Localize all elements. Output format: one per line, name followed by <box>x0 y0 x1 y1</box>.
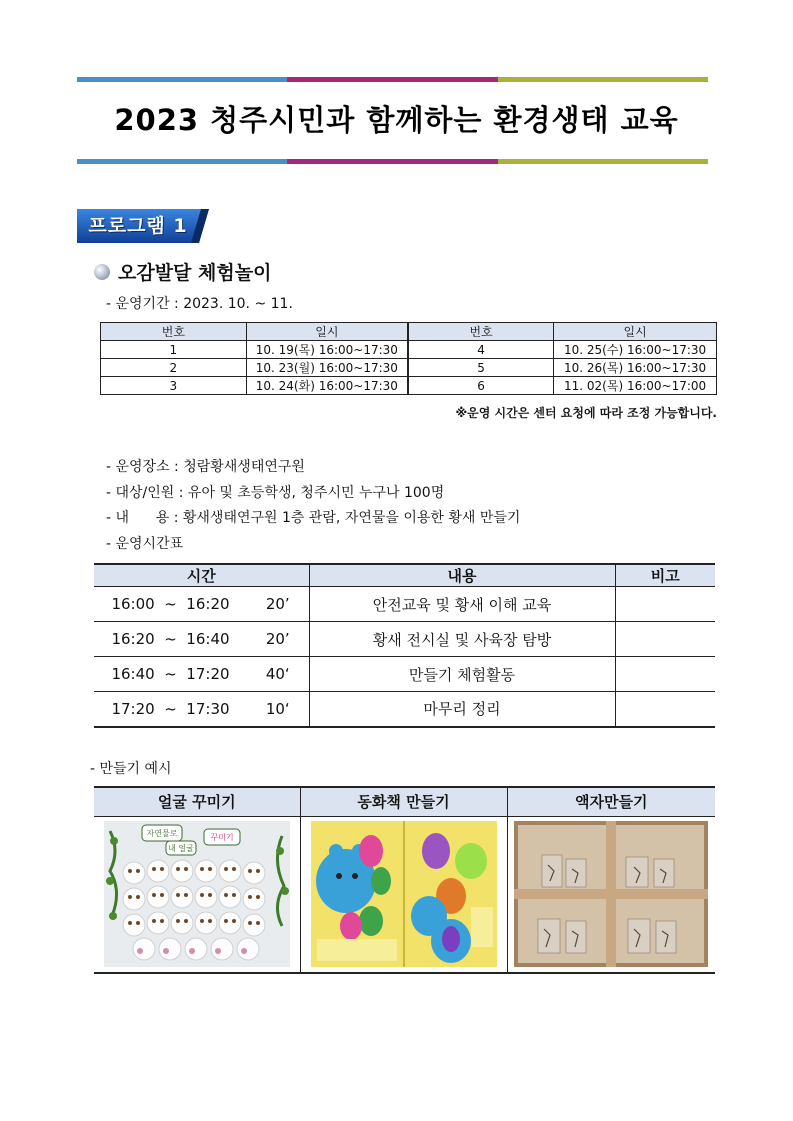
schedule-header-no: 번호 <box>408 323 554 341</box>
storybook-photo <box>311 821 497 967</box>
examples-table <box>94 786 715 974</box>
schedule-cell: 11. 02(목) 16:00~17:00 <box>554 377 717 395</box>
table-row <box>101 359 717 377</box>
activity-content: 마무리 정리 <box>309 692 615 727</box>
table-row <box>94 692 715 727</box>
page-title: 2023 청주시민과 함께하는 환경생태 교육 <box>114 103 679 137</box>
face-decoration-photo <box>104 821 290 967</box>
bottom-color-stripe <box>77 159 708 164</box>
time-range: 17:20 ~ 17:30 <box>94 692 247 727</box>
examples-label: - 만들기 예시 <box>90 761 172 777</box>
timetable-label: - 운영시간표 <box>106 536 184 552</box>
target-participants: - 대상/인원 : 유아 및 초등학생, 청주시민 누구나 100명 <box>106 485 445 501</box>
schedule-cell: 10. 19(목) 16:00~17:30 <box>246 341 408 359</box>
table-row <box>101 341 717 359</box>
schedule-note: ※운영 시간은 센터 요청에 따라 조정 가능합니다. <box>455 406 717 420</box>
banner-text: 꾸미기 <box>210 833 234 843</box>
timetable <box>94 563 715 728</box>
operating-place: - 운영장소 : 청람황새생태연구원 <box>106 459 305 475</box>
duration: 20’ <box>247 622 309 657</box>
section-heading <box>94 258 271 285</box>
operating-period: - 운영기간 : 2023. 10. ~ 11. <box>106 296 293 312</box>
time-range: 16:40 ~ 17:20 <box>94 657 247 692</box>
schedule-cell: 1 <box>101 341 247 359</box>
top-color-stripe <box>77 77 708 82</box>
table-row <box>94 587 715 622</box>
section-heading-text: 오감발달 체험놀이 <box>118 262 272 284</box>
schedule-cell: 3 <box>101 377 247 395</box>
schedule-cell: 5 <box>408 359 554 377</box>
examples-photo-row <box>94 816 715 973</box>
activity-content: 안전교육 및 황새 이해 교육 <box>309 587 615 622</box>
example-header-frame: 액자만들기 <box>507 787 715 816</box>
schedule-cell: 10. 23(월) 16:00~17:30 <box>246 359 408 377</box>
time-range: 16:20 ~ 16:40 <box>94 622 247 657</box>
timetable-header-row <box>94 564 715 587</box>
schedule-table <box>100 322 717 395</box>
schedule-cell: 6 <box>408 377 554 395</box>
schedule-header-date: 일시 <box>246 323 408 341</box>
activity-content: 만들기 체험활동 <box>309 657 615 692</box>
schedule-cell: 4 <box>408 341 554 359</box>
duration: 40‘ <box>247 657 309 692</box>
table-row <box>101 377 717 395</box>
time-range: 16:00 ~ 16:20 <box>94 587 247 622</box>
banner-text: 내 얼굴 <box>167 844 194 854</box>
timetable-header-remark: 비고 <box>615 564 715 587</box>
remark <box>615 587 715 622</box>
examples-header-row <box>94 787 715 816</box>
schedule-header-row <box>101 323 717 341</box>
program-badge <box>77 209 209 243</box>
table-row <box>94 622 715 657</box>
table-row <box>94 657 715 692</box>
duration: 10‘ <box>247 692 309 727</box>
program-badge-label: 프로그램 1 <box>88 215 188 237</box>
schedule-cell: 10. 24(화) 16:00~17:30 <box>246 377 408 395</box>
schedule-cell: 10. 25(수) 16:00~17:30 <box>554 341 717 359</box>
banner-text: 자연물로 <box>146 829 178 839</box>
schedule-header-date: 일시 <box>554 323 717 341</box>
timetable-header-content: 내용 <box>309 564 615 587</box>
program-content: - 내 용 : 황새생태연구원 1층 관람, 자연물을 이용한 황새 만들기 <box>106 510 521 526</box>
timetable-header-time: 시간 <box>94 564 309 587</box>
remark <box>615 622 715 657</box>
frame-making-photo <box>514 821 708 967</box>
remark <box>615 692 715 727</box>
schedule-cell: 10. 26(목) 16:00~17:30 <box>554 359 717 377</box>
remark <box>615 657 715 692</box>
schedule-header-no: 번호 <box>101 323 247 341</box>
example-header-storybook: 동화책 만들기 <box>300 787 507 816</box>
duration: 20’ <box>247 587 309 622</box>
bullet-icon <box>94 264 110 280</box>
activity-content: 황새 전시실 및 사육장 탐방 <box>309 622 615 657</box>
schedule-cell: 2 <box>101 359 247 377</box>
example-header-face: 얼굴 꾸미기 <box>94 787 300 816</box>
